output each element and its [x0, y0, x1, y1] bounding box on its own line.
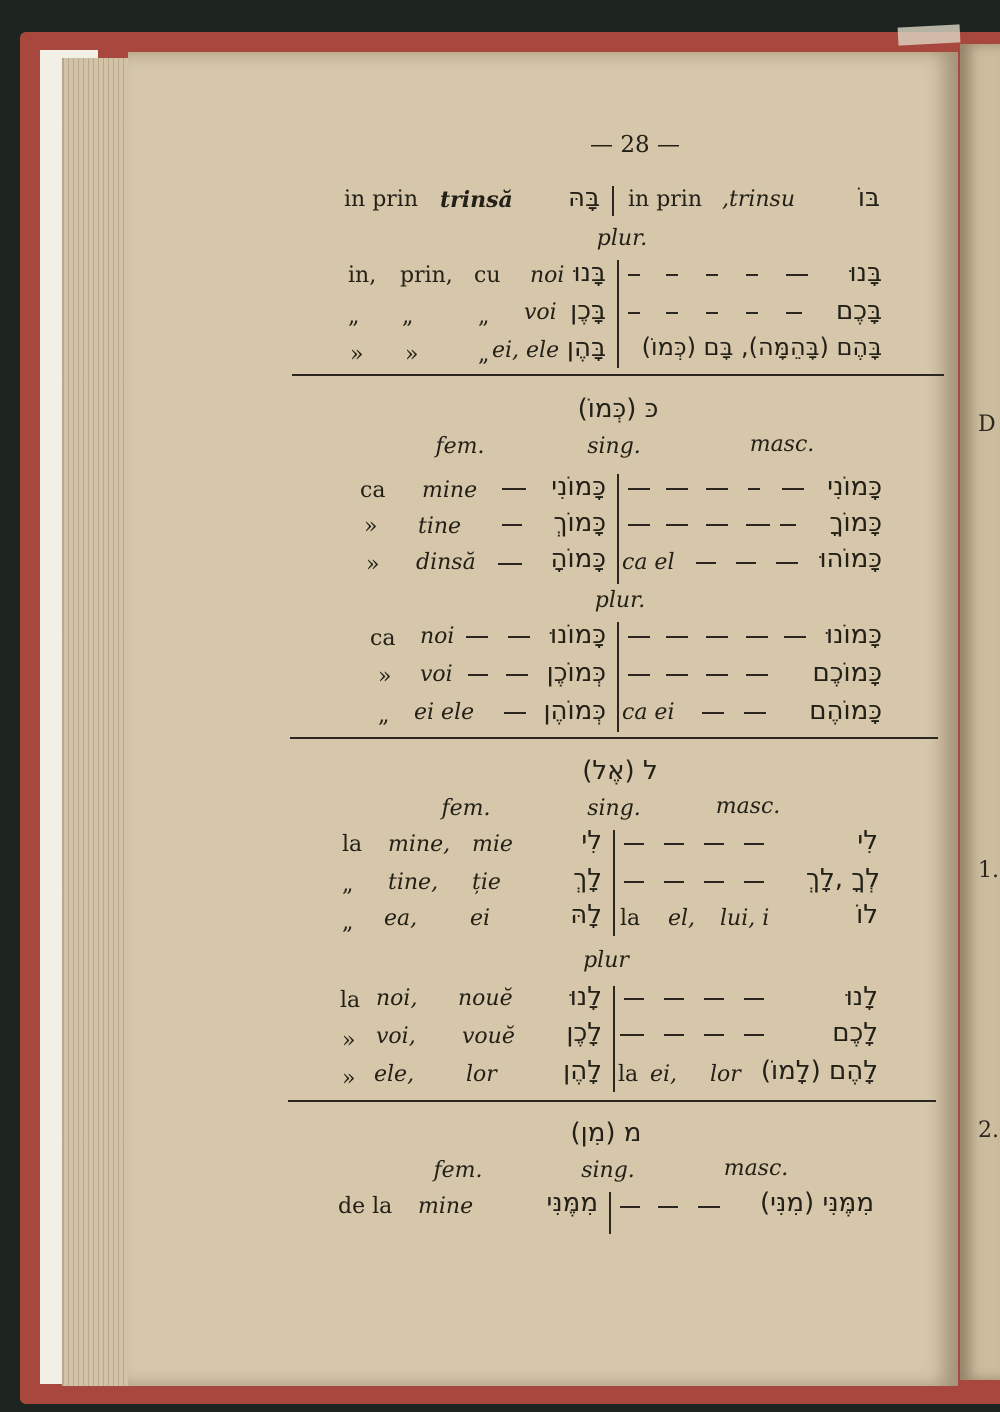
dash	[506, 674, 528, 676]
k-row-2-word: tine	[418, 514, 462, 539]
dash	[746, 524, 770, 526]
l-plur-row-2-word: voi,	[376, 1024, 416, 1049]
l-sing-divider	[613, 830, 615, 936]
section-divider	[292, 374, 944, 376]
k-row-3-hebrew-left: כָּמוֹהָ	[550, 544, 606, 574]
dash	[696, 562, 716, 564]
l-row-3-hebrew-right: לוֹ	[856, 900, 878, 930]
dash	[748, 488, 760, 490]
l-plur-divider	[613, 986, 615, 1092]
l-plur-row-3-right-text: la	[618, 1062, 639, 1087]
l-row-1-word: mine,	[388, 832, 451, 857]
dash	[628, 524, 650, 526]
l-row-1-hebrew-right: לִי	[857, 826, 878, 856]
k-plur-row-3-hebrew-right: כָּמוֹהֶם	[809, 696, 882, 726]
dash	[666, 488, 688, 490]
dash	[776, 562, 798, 564]
dash	[666, 312, 678, 314]
l-row-3-word2: ei	[470, 906, 491, 931]
dash	[744, 881, 764, 883]
dash	[502, 488, 526, 490]
b-row-3-word: »	[350, 342, 364, 367]
k-row-2-hebrew-left: כָּמוֹךְ	[553, 508, 606, 538]
k-fem-label: fem.	[435, 434, 485, 459]
dash	[620, 1206, 640, 1208]
section-divider	[290, 737, 938, 739]
page-number: — 28 —	[590, 132, 680, 158]
m-row-1-word: mine	[418, 1194, 474, 1219]
dash	[746, 312, 758, 314]
m-row-1-hebrew-right: מִמֶּנִּי (מִנִּי)	[760, 1188, 874, 1218]
b-row-3-word3: „	[478, 342, 490, 367]
dash	[744, 843, 764, 845]
k-plur-row-3-right-text: ca ei	[622, 700, 675, 725]
l-row-1-word2: mie	[472, 832, 513, 857]
l-row-3-right-text2: el,	[668, 906, 696, 931]
l-plur-row-2-word2: vouĕ	[462, 1024, 515, 1049]
dash	[746, 636, 768, 638]
edge-number-1: 1.	[978, 858, 999, 883]
dash	[658, 1206, 678, 1208]
l-row-3-hebrew-left: לָהּ	[570, 900, 602, 930]
l-plur-row-1-hebrew-right: לָנוּ	[845, 982, 878, 1012]
dash	[628, 274, 640, 276]
dash	[666, 636, 688, 638]
k-row-3-right-text: ca el	[622, 550, 675, 575]
k-plur-row-3-pre: „	[378, 703, 390, 728]
k-row-2-pre: »	[364, 514, 378, 539]
section-divider	[288, 1100, 936, 1102]
k-plur-row-3-word: ei ele	[414, 700, 475, 725]
k-sing-label: sing.	[587, 434, 641, 459]
k-heading: כּ (כְּמוֹ)	[577, 394, 659, 424]
dash	[628, 488, 650, 490]
l-plur-row-3-word: ele,	[374, 1062, 415, 1087]
k-plur-divider	[617, 622, 619, 732]
dash	[704, 881, 724, 883]
l-plur-row-1-hebrew-left: לָנוּ	[569, 982, 602, 1012]
l-row-3-right-text3: lui, i	[720, 906, 770, 931]
dash	[780, 524, 796, 526]
k-row-3-hebrew-right: כָּמוֹהוּ	[819, 544, 882, 574]
k-plur-row-2-hebrew-right: כָּמוֹכֶם	[812, 658, 882, 688]
k-plur-row-1-word: noi	[420, 624, 455, 649]
l-plur-row-3-right-text2: ei,	[650, 1062, 678, 1087]
m-row-1-hebrew-left: מִמֶּנִּי	[546, 1188, 598, 1218]
b-row-1-hebrew-left: בָּנוּ	[573, 258, 606, 288]
dash	[502, 524, 522, 526]
b-row-2-hebrew-left: בָּכֶן	[570, 296, 606, 326]
k-row-1-hebrew-left: כָּמוֹנִי	[551, 472, 606, 502]
l-row-2-hebrew-right: לְךָ ,לָךְ	[805, 864, 880, 894]
k-plur-row-1-hebrew-right: כָּמוֹנוּ	[826, 620, 882, 650]
b-row-1-hebrew-right: בָּנוּ	[849, 258, 882, 288]
dash	[782, 488, 804, 490]
l-row-2-pre: „	[342, 872, 354, 897]
l-fem-label: fem.	[441, 796, 491, 821]
dash	[698, 1206, 720, 1208]
b-row-3-word2: »	[405, 342, 419, 367]
l-plur-row-3-pre: »	[342, 1066, 356, 1091]
l-row-2-word2: ție	[472, 870, 501, 895]
m-fem-label: fem.	[433, 1158, 483, 1183]
b-row-3-italic: ei, ele	[492, 338, 560, 363]
l-row-1-pre: la	[342, 832, 363, 857]
k-row-1-word: mine	[422, 478, 478, 503]
l-row-3-right-text: la	[620, 906, 641, 931]
dash	[744, 712, 766, 714]
dash	[498, 563, 522, 565]
b-top-right-text: in prin	[628, 187, 703, 212]
b-row-1-italic: noi	[530, 263, 565, 288]
l-row-2-word: tine,	[388, 870, 439, 895]
l-masc-label: masc.	[715, 794, 781, 819]
m-sing-label: sing.	[581, 1158, 635, 1183]
dash	[504, 712, 526, 714]
dash	[508, 636, 530, 638]
m-row-1-pre: de la	[338, 1194, 393, 1219]
k-sing-divider	[617, 474, 619, 584]
b-row-2-word2: „	[402, 304, 414, 329]
b-top-left-text: in prin	[344, 187, 419, 212]
k-plur-row-2-pre: »	[378, 664, 392, 689]
b-row-3-hebrew-left: בָּהֶן	[566, 333, 606, 363]
dash	[624, 881, 644, 883]
dash	[736, 562, 756, 564]
dash	[628, 312, 640, 314]
dash	[706, 636, 728, 638]
dash	[666, 674, 688, 676]
dash	[666, 274, 678, 276]
b-row-2-word3: „	[478, 304, 490, 329]
dash	[624, 843, 644, 845]
k-row-1-pre: ca	[360, 478, 386, 503]
k-plur-row-3-hebrew-left: כְּמוֹהֶן	[543, 696, 606, 726]
dash	[702, 712, 724, 714]
dash	[744, 1034, 764, 1036]
dash	[746, 674, 768, 676]
b-row-2-word: „	[348, 304, 360, 329]
dash	[664, 998, 684, 1000]
dash	[620, 1034, 644, 1036]
b-row-2-hebrew-right: בָּכֶם	[835, 296, 882, 326]
dash	[746, 274, 758, 276]
m-masc-label: masc.	[723, 1156, 789, 1181]
l-plur-row-2-hebrew-right: לָכֶם	[832, 1018, 878, 1048]
dash	[786, 274, 808, 276]
k-plur-row-1-pre: ca	[370, 626, 396, 651]
dash	[628, 636, 650, 638]
facing-page	[960, 44, 1000, 1380]
dash	[784, 636, 806, 638]
l-row-1-hebrew-left: לִי	[581, 826, 602, 856]
l-plur-row-3-hebrew-left: לָהֶן	[563, 1056, 602, 1086]
k-plur-row-1-hebrew-left: כָּמוֹנוּ	[550, 620, 606, 650]
b-row-3-hebrew-right: בָּהֶם (בָּהֵמָּה), בָּם (כְּמוֹ)	[641, 333, 882, 361]
dash	[664, 1034, 684, 1036]
l-plur-row-3-word2: lor	[466, 1062, 497, 1087]
b-top-divider	[612, 186, 614, 216]
dash	[664, 843, 684, 845]
dash	[466, 636, 488, 638]
dash	[624, 998, 644, 1000]
m-divider	[609, 1192, 611, 1234]
k-row-2-hebrew-right: כָּמוֹךָ	[829, 508, 882, 538]
dash	[628, 674, 650, 676]
l-row-2-hebrew-left: לָךְ	[573, 864, 602, 894]
l-plur-row-2-pre: »	[342, 1028, 356, 1053]
b-top-left-hebrew: בָּהּ	[567, 183, 600, 213]
dash	[468, 674, 488, 676]
b-top-right-hebrew: בּוֹ	[857, 183, 880, 213]
dash	[706, 674, 728, 676]
l-plur-row-3-right-text3: lor	[710, 1062, 741, 1087]
l-sing-label: sing.	[587, 796, 641, 821]
b-divider	[617, 260, 619, 368]
b-plur-label: plur.	[596, 226, 648, 251]
ribbon-tab	[898, 24, 961, 45]
k-row-3-pre: »	[366, 552, 380, 577]
dash	[706, 488, 728, 490]
l-plur-row-1-word: noi,	[376, 986, 418, 1011]
l-heading: ל (אֶל)	[582, 756, 658, 786]
l-plur-label: plur	[583, 948, 629, 973]
b-row-1-word3: cu	[474, 263, 501, 288]
edge-number-2: 2.	[978, 1118, 999, 1143]
l-plur-row-3-hebrew-right: לָהֶם (לָמוֹ)	[760, 1056, 878, 1086]
k-row-1-hebrew-right: כָּמוֹנִי	[827, 472, 882, 502]
l-plur-row-1-word2: nouĕ	[458, 986, 513, 1011]
dash	[704, 998, 724, 1000]
dash	[706, 524, 728, 526]
dash	[704, 1034, 724, 1036]
b-top-right-italic: ,trinsu	[722, 187, 796, 212]
dash	[664, 881, 684, 883]
b-top-left-italic: trinsă	[440, 187, 513, 213]
l-row-3-word: ea,	[384, 906, 418, 931]
edge-letter: D	[978, 412, 996, 437]
l-plur-row-2-hebrew-left: לָכֶן	[566, 1018, 602, 1048]
k-plur-row-2-hebrew-left: כְּמוֹכֶן	[546, 658, 606, 688]
dash	[666, 524, 688, 526]
k-plur-row-2-word: voi	[420, 662, 453, 687]
l-plur-row-1-pre: la	[340, 988, 361, 1013]
m-heading: מ (מִן)	[570, 1118, 642, 1148]
dash	[706, 312, 718, 314]
b-row-2-italic: voi	[524, 300, 557, 325]
dash	[706, 274, 718, 276]
dash	[744, 998, 764, 1000]
l-row-3-pre: „	[342, 910, 354, 935]
k-row-3-word: dinsă	[416, 550, 476, 575]
dash	[786, 312, 802, 314]
b-row-1-word: in,	[348, 263, 377, 288]
k-masc-label: masc.	[749, 432, 815, 457]
k-plur-label: plur.	[594, 588, 646, 613]
dash	[704, 843, 724, 845]
b-row-1-word2: prin,	[400, 263, 453, 288]
